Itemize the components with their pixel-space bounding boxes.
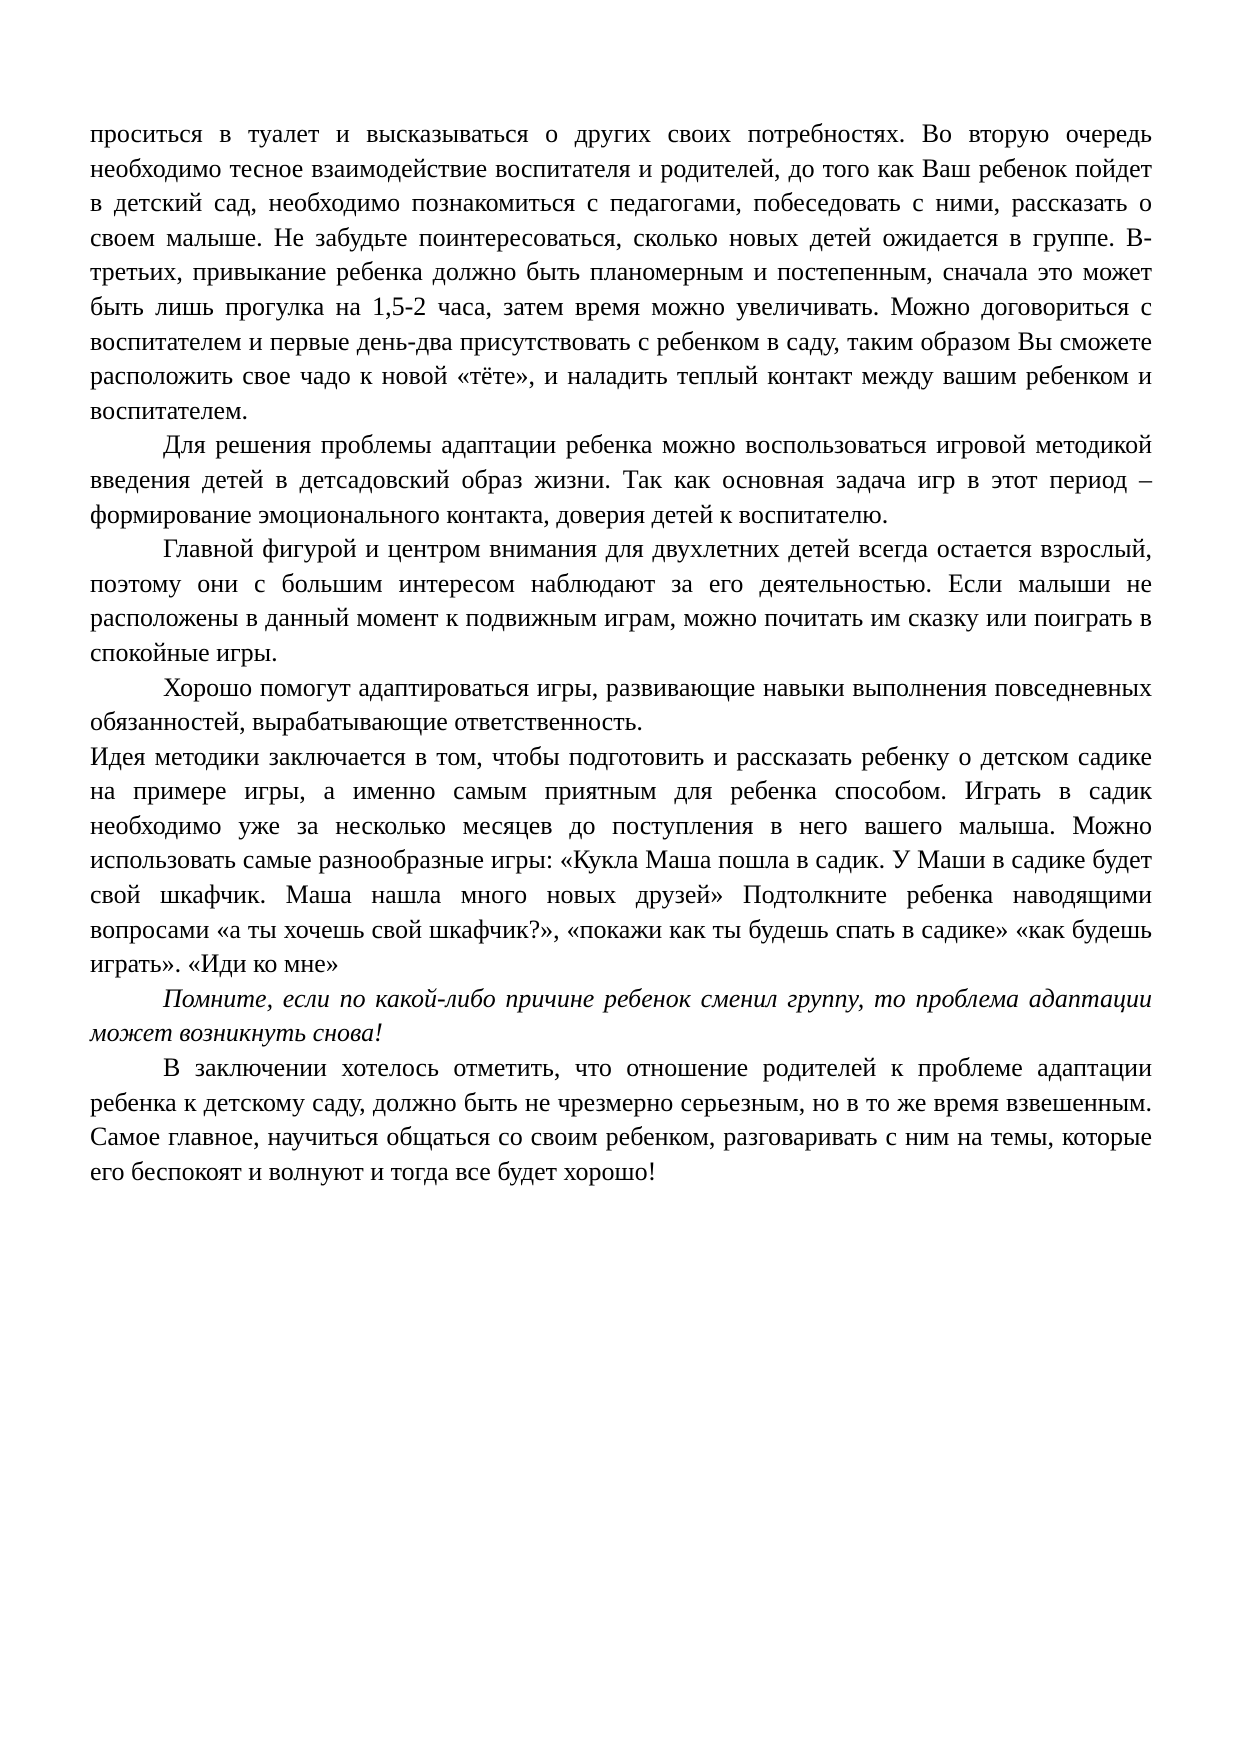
paragraph-conclusion: В заключении хотелось отметить, что отношение родителей к проблеме адаптации ребенка к детскому саду, должно быть не чрезмерно серьезным, но в то же время взвешенным. Самое главное, научиться общаться со своим ребенком, разговаривать с ним на темы, которые его беспокоят и волнуют и тогда все будет хорошо! <box>90 1053 1152 1186</box>
paragraph-method-idea: Идея методики заключается в том, чтобы подготовить и рассказать ребенку о детском садике на примере игры, а именно самым приятным для ребенка способом. Играть в садик необходимо уже за несколько месяцев до поступления в него вашего малыша. Можно использовать самые разнообразные игры: «Кукла Маша пошла в садик. У Маши в садике будет свой шкафчик. Маша нашла много новых друзей» Подтолкните ребенка наводящими вопросами «а ты хочешь свой шкафчик?», «покажи как ты будешь спать в садике» «как будешь играть». «Иди ко мне» <box>90 741 1152 979</box>
paragraph-game-method: Для решения проблемы адаптации ребенка можно воспользоваться игровой методикой введения детей в детсадовский образ жизни. Так как основная задача игр в этот период – формирование эмоционального контакта, доверия детей к воспитателю. <box>90 430 1152 529</box>
document-page <box>90 117 1152 1189</box>
paragraph-adult-focus: Главной фигурой и центром внимания для двухлетних детей всегда остается взрослый, поэтому они с большим интересом наблюдают за его деятельностью. Если малыши не расположены в данный момент к подвижным играм, можно почитать им сказку или поиграть в спокойные игры. <box>90 534 1152 667</box>
paragraph-daily-games: Хорошо помогут адаптироваться игры, развивающие навыки выполнения повседневных обязанностей, вырабатывающие ответственность. <box>90 672 1152 737</box>
paragraph-continuation: проситься в туалет и высказываться о других своих потребностях. Во вторую очередь необходимо тесное взаимодействие воспитателя и родителей, до того как Ваш ребенок пойдет в детский сад, необходимо познакомиться с педагогами, побеседовать с ними, рассказать о своем малыше. Не забудьте поинтересоваться, сколько новых детей ожидается в группе. В-третьих, привыкание ребенка должно быть планомерным и постепенным, сначала это может быть лишь прогулка на 1,5-2 часа, затем время можно увеличивать. Можно договориться с воспитателем и первые день-два присутствовать с ребенком в саду, таким образом Вы сможете расположить свое чадо к новой «тёте», и наладить теплый контакт между вашим ребенком и воспитателем. <box>90 119 1152 425</box>
paragraph-reminder: Помните, если по какой-либо причине ребенок сменил группу, то проблема адаптации может возникнуть снова! <box>90 983 1152 1048</box>
